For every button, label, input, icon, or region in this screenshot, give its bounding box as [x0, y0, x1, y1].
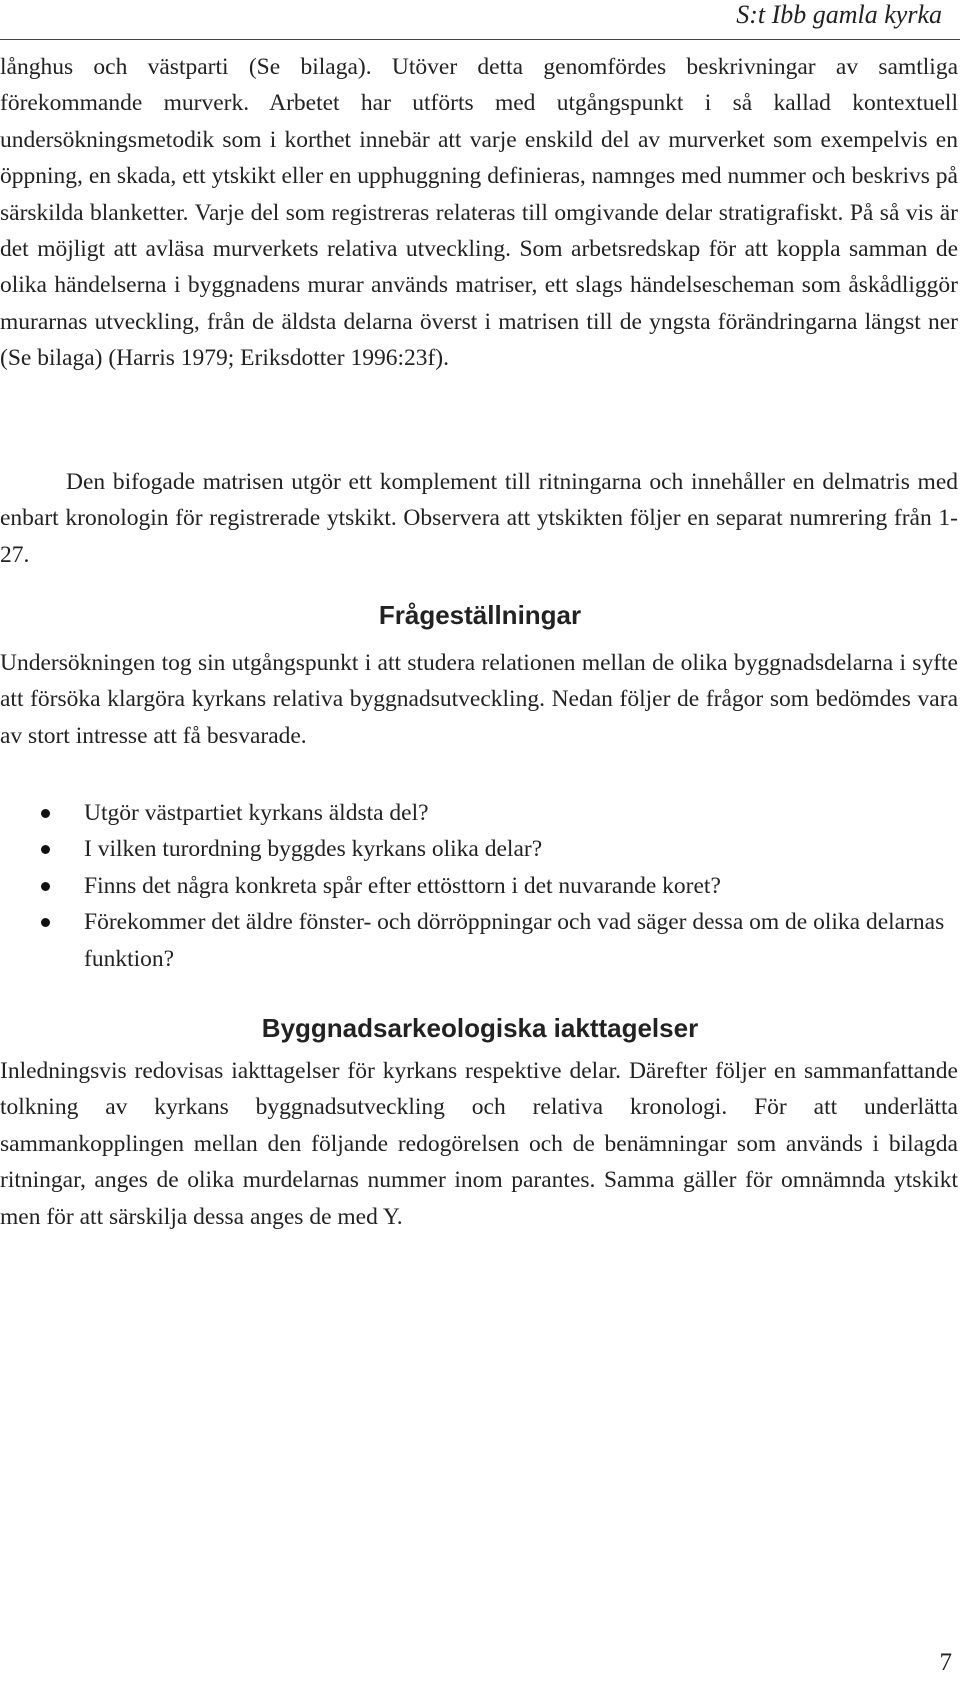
question-text: Förekommer det äldre fönster- och dörröppningar och vad säger dessa om de olika delarnas funktion?: [84, 909, 945, 972]
question-item: [0, 904, 958, 977]
bullet-icon: [41, 882, 50, 891]
question-item: [0, 795, 958, 831]
question-text: Finns det några konkreta spår efter ettösttorn i det nuvarande koret?: [84, 872, 721, 899]
bullet-icon: [41, 809, 50, 818]
paragraph-questions-intro: Undersökningen tog sin utgångspunkt i att studera relationen mellan de olika byggnadsdelarna i syfte att försöka klargöra kyrkans relativa byggnadsutveckling. Nedan följer de frågor som bedömdes vara av stort intresse att få besvarade.: [0, 650, 958, 749]
running-header: S:t Ibb gamla kyrka: [736, 0, 942, 29]
heading-observations: Byggnadsarkeologiska iakttagelser: [261, 1013, 699, 1043]
question-item: [0, 831, 958, 867]
question-text: I vilken turordning byggdes kyrkans olika delar?: [84, 836, 543, 863]
question-text: Utgör västpartiet kyrkans äldsta del?: [84, 800, 429, 826]
question-item: [0, 868, 958, 904]
bullet-icon: [41, 845, 50, 854]
page-number: 7: [939, 1649, 952, 1676]
paragraph-matrix-note: Den bifogade matrisen utgör ett komplement till ritningarna och innehåller en delmatris med enbart kronologin för registrerade ytskikt. Observera att ytskikten följer en separat numrering från 1-27.: [0, 469, 958, 568]
bullet-icon: [41, 918, 50, 927]
paragraph-observations-intro: Inledningsvis redovisas iakttagelser för kyrkans respektive delar. Därefter följer en sammanfattande tolkning av kyrkans byggnadsutveckling och relativa kronologi. För att underlätta sammankopplingen mellan den följande redogörelsen och de benämningar som används i bilagda ritningar, anges de olika murdelarnas nummer inom parantes. Samma gäller för omnämnda ytskikt men för att särskilja dessa anges de med Y.: [0, 1058, 958, 1230]
question-list: [0, 795, 958, 977]
paragraph-method: långhus och västparti (Se bilaga). Utöver detta genomfördes beskrivningar av samtliga förekommande murverk. Arbetet har utförts med utgångspunkt i så kallad kontextuell undersökningsmetodik som i korthet innebär att varje enskild del av murverket som exempelvis en öppning, en skada, ett ytskikt eller en upphuggning definieras, namnges med nummer och beskrivs på särskilda blanketter. Varje del som registreras relateras till omgivande delar stratigrafiskt. På så vis är det möjligt att avläsa murverkets relativa utveckling. Som arbetsredskap för att koppla samman de olika händelserna i byggnadens murar används matriser, ett slags händelsescheman som åskådliggör murarnas utveckling, från de äldsta delarna överst i matrisen till de yngsta förändringarna längst ner (Se bilaga) (Harris 1979; Eriksdotter 1996:23f).: [0, 54, 958, 372]
header-rule: [0, 39, 960, 40]
heading-questions: Frågeställningar: [378, 600, 582, 630]
